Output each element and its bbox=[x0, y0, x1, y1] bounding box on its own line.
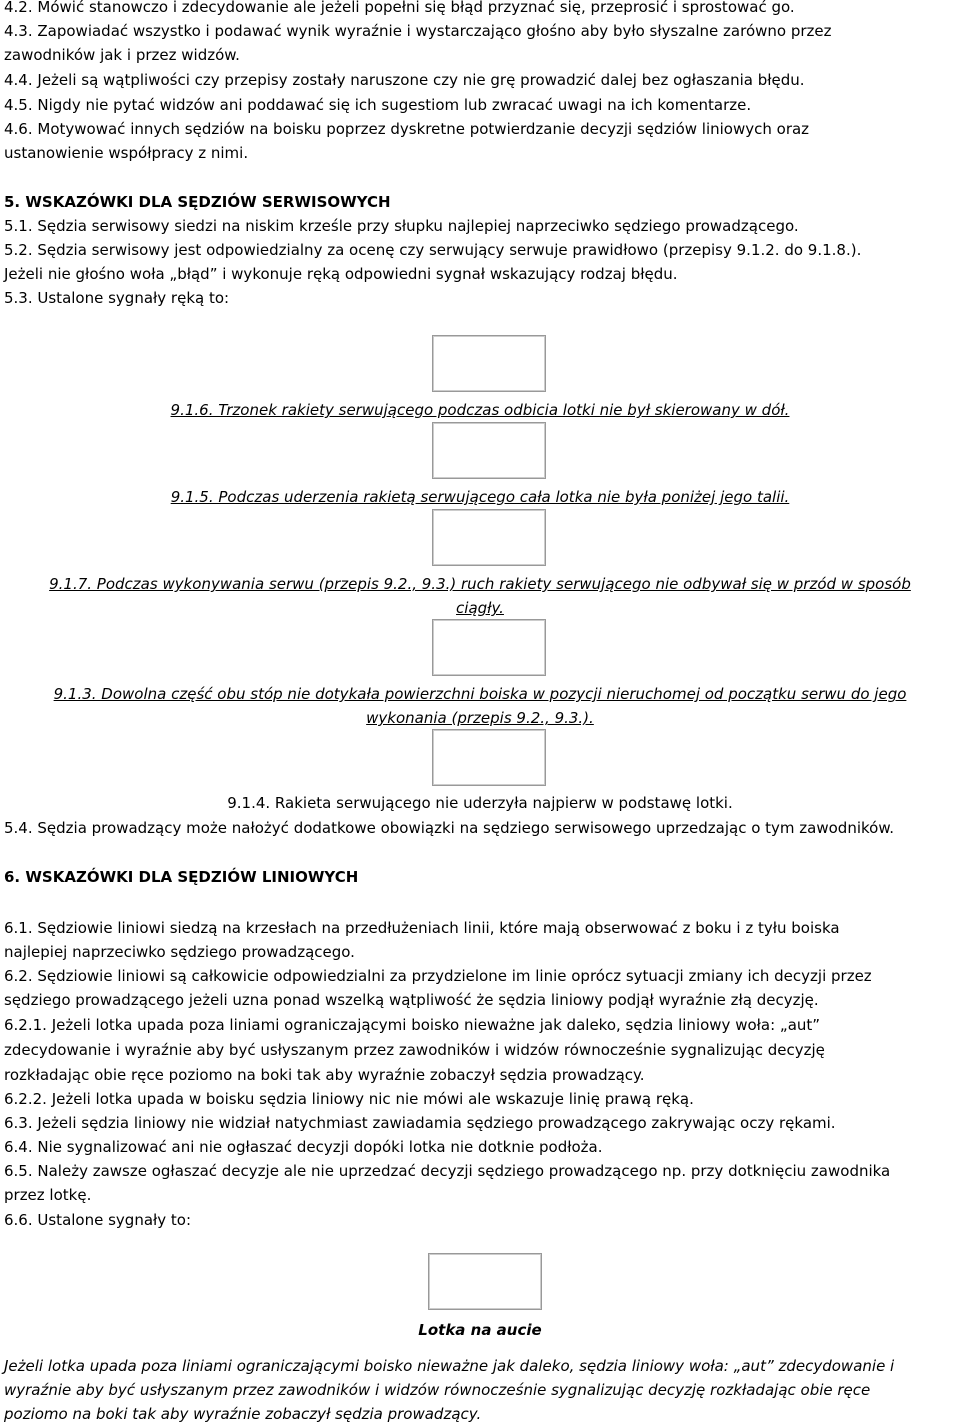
paragraph-4-3-cont: zawodników jak i przez widzów. bbox=[4, 46, 240, 64]
paragraph-6-2: 6.2. Sędziowie liniowi są całkowicie odpowiedzialni za przydzielone im linie oprócz sytuacji zmiany ich decyzji przez bbox=[4, 967, 872, 985]
caption-9-1-7-cont: ciągły. bbox=[456, 599, 504, 617]
paragraph-5-4: 5.4. Sędzia prowadzący może nałożyć dodatkowe obowiązki na sędziego serwisowego uprzedzając o tym zawodników. bbox=[4, 819, 894, 837]
paragraph-6-5: 6.5. Należy zawsze ogłaszać decyzje ale nie uprzedzać decyzji sędziego prowadzącego np. przy dotknięciu zawodnika bbox=[4, 1162, 891, 1180]
signal-image-placeholder bbox=[432, 729, 546, 786]
description-aut: Jeżeli lotka upada poza liniami ograniczającymi boisko nieważne jak daleko, sędzia liniowy woła: „aut” zdecydowanie i bbox=[4, 1357, 895, 1375]
paragraph-6-2-1-cont: zdecydowanie i wyraźnie aby być usłyszanym przez zawodników i widzów równocześnie sygnalizując decyzję bbox=[4, 1041, 825, 1059]
paragraph-5-2-cont: Jeżeli nie głośno woła „błąd” i wykonuje ręką odpowiedni sygnał wskazujący rodzaj błędu. bbox=[4, 265, 678, 283]
section-6-heading: 6. WSKAZÓWKI DLA SĘDZIÓW LINIOWYCH bbox=[4, 868, 359, 886]
paragraph-6-3: 6.3. Jeżeli sędzia liniowy nie widział natychmiast zawiadamia sędziego prowadzącego zakrywając oczy rękami. bbox=[4, 1114, 836, 1132]
signal-image-placeholder bbox=[432, 509, 546, 566]
description-aut-cont: wyraźnie aby być usłyszanym przez zawodników i widzów równocześnie sygnalizując decyzję rozkładając obie ręce bbox=[4, 1381, 871, 1399]
signal-image-placeholder bbox=[428, 1253, 542, 1310]
paragraph-6-5-cont: przez lotkę. bbox=[4, 1186, 92, 1204]
paragraph-6-2-1-cont2: rozkładając obie ręce poziomo na boki tak aby wyraźnie zobaczył sędzia prowadzący. bbox=[4, 1066, 645, 1084]
paragraph-6-2-2: 6.2.2. Jeżeli lotka upada w boisku sędzia liniowy nic nie mówi ale wskazuje linię prawą ręką. bbox=[4, 1090, 694, 1108]
caption-9-1-4: 9.1.4. Rakieta serwującego nie uderzyła najpierw w podstawę lotki. bbox=[227, 794, 733, 812]
paragraph-5-1: 5.1. Sędzia serwisowy siedzi na niskim krześle przy słupku najlepiej naprzeciwko sędziego prowadzącego. bbox=[4, 217, 799, 235]
caption-lotka-na-aucie: Lotka na aucie bbox=[418, 1321, 542, 1339]
paragraph-5-3: 5.3. Ustalone sygnały ręką to: bbox=[4, 289, 230, 307]
paragraph-6-2-cont: sędziego prowadzącego jeżeli uzna ponad wszelką wątpliwość że sędzia liniowy podjął wyraźnie złą decyzję. bbox=[4, 991, 819, 1009]
caption-9-1-5: 9.1.5. Podczas uderzenia rakietą serwującego cała lotka nie była poniżej jego talii. bbox=[170, 488, 790, 506]
paragraph-4-4: 4.4. Jeżeli są wątpliwości czy przepisy zostały naruszone czy nie grę prowadzić dalej bez ogłaszania błędu. bbox=[4, 71, 805, 89]
paragraph-5-2: 5.2. Sędzia serwisowy jest odpowiedzialny za ocenę czy serwujący serwuje prawidłowo (przepisy 9.1.2. do 9.1.8.). bbox=[4, 241, 862, 259]
signal-image-placeholder bbox=[432, 422, 546, 479]
paragraph-6-1: 6.1. Sędziowie liniowi siedzą na krzesłach na przedłużeniach linii, które mają obserwować z boku i z tyłu boiska bbox=[4, 919, 840, 937]
paragraph-4-5: 4.5. Nigdy nie pytać widzów ani poddawać się ich sugestiom lub zwracać uwagi na ich komentarze. bbox=[4, 96, 752, 114]
paragraph-6-2-1: 6.2.1. Jeżeli lotka upada poza liniami ograniczającymi boisko nieważne jak daleko, sędzia liniowy woła: „aut” bbox=[4, 1016, 821, 1034]
caption-9-1-3: 9.1.3. Dowolna część obu stóp nie dotykała powierzchni boiska w pozycji nieruchomej od początku serwu do jego bbox=[53, 685, 907, 703]
paragraph-6-4: 6.4. Nie sygnalizować ani nie ogłaszać decyzji dopóki lotka nie dotknie podłoża. bbox=[4, 1138, 603, 1156]
paragraph-6-1-cont: najlepiej naprzeciwko sędziego prowadzącego. bbox=[4, 943, 355, 961]
signal-image-placeholder bbox=[432, 619, 546, 676]
paragraph-4-6-cont: ustanowienie współpracy z nimi. bbox=[4, 144, 249, 162]
description-aut-cont2: poziomo na boki tak aby wyraźnie zobaczył sędzia prowadzący. bbox=[4, 1405, 482, 1423]
signal-image-placeholder bbox=[432, 335, 546, 392]
caption-9-1-3-cont: wykonania (przepis 9.2., 9.3.). bbox=[366, 709, 594, 727]
paragraph-4-2: 4.2. Mówić stanowczo i zdecydowanie ale jeżeli popełni się błąd przyznać się, przeprosić i sprostować go. bbox=[4, 0, 795, 16]
paragraph-4-3: 4.3. Zapowiadać wszystko i podawać wynik wyraźnie i wystarczająco głośno aby było słyszalne zarówno przez bbox=[4, 22, 832, 40]
caption-9-1-7: 9.1.7. Podczas wykonywania serwu (przepis 9.2., 9.3.) ruch rakiety serwującego nie odbywał się w przód w sposób bbox=[49, 575, 911, 593]
paragraph-4-6: 4.6. Motywować innych sędziów na boisku poprzez dyskretne potwierdzanie decyzji sędziów liniowych oraz bbox=[4, 120, 810, 138]
caption-9-1-6: 9.1.6. Trzonek rakiety serwującego podczas odbicia lotki nie był skierowany w dół. bbox=[170, 401, 790, 419]
paragraph-6-6: 6.6. Ustalone sygnały to: bbox=[4, 1211, 192, 1229]
section-5-heading: 5. WSKAZÓWKI DLA SĘDZIÓW SERWISOWYCH bbox=[4, 193, 391, 211]
